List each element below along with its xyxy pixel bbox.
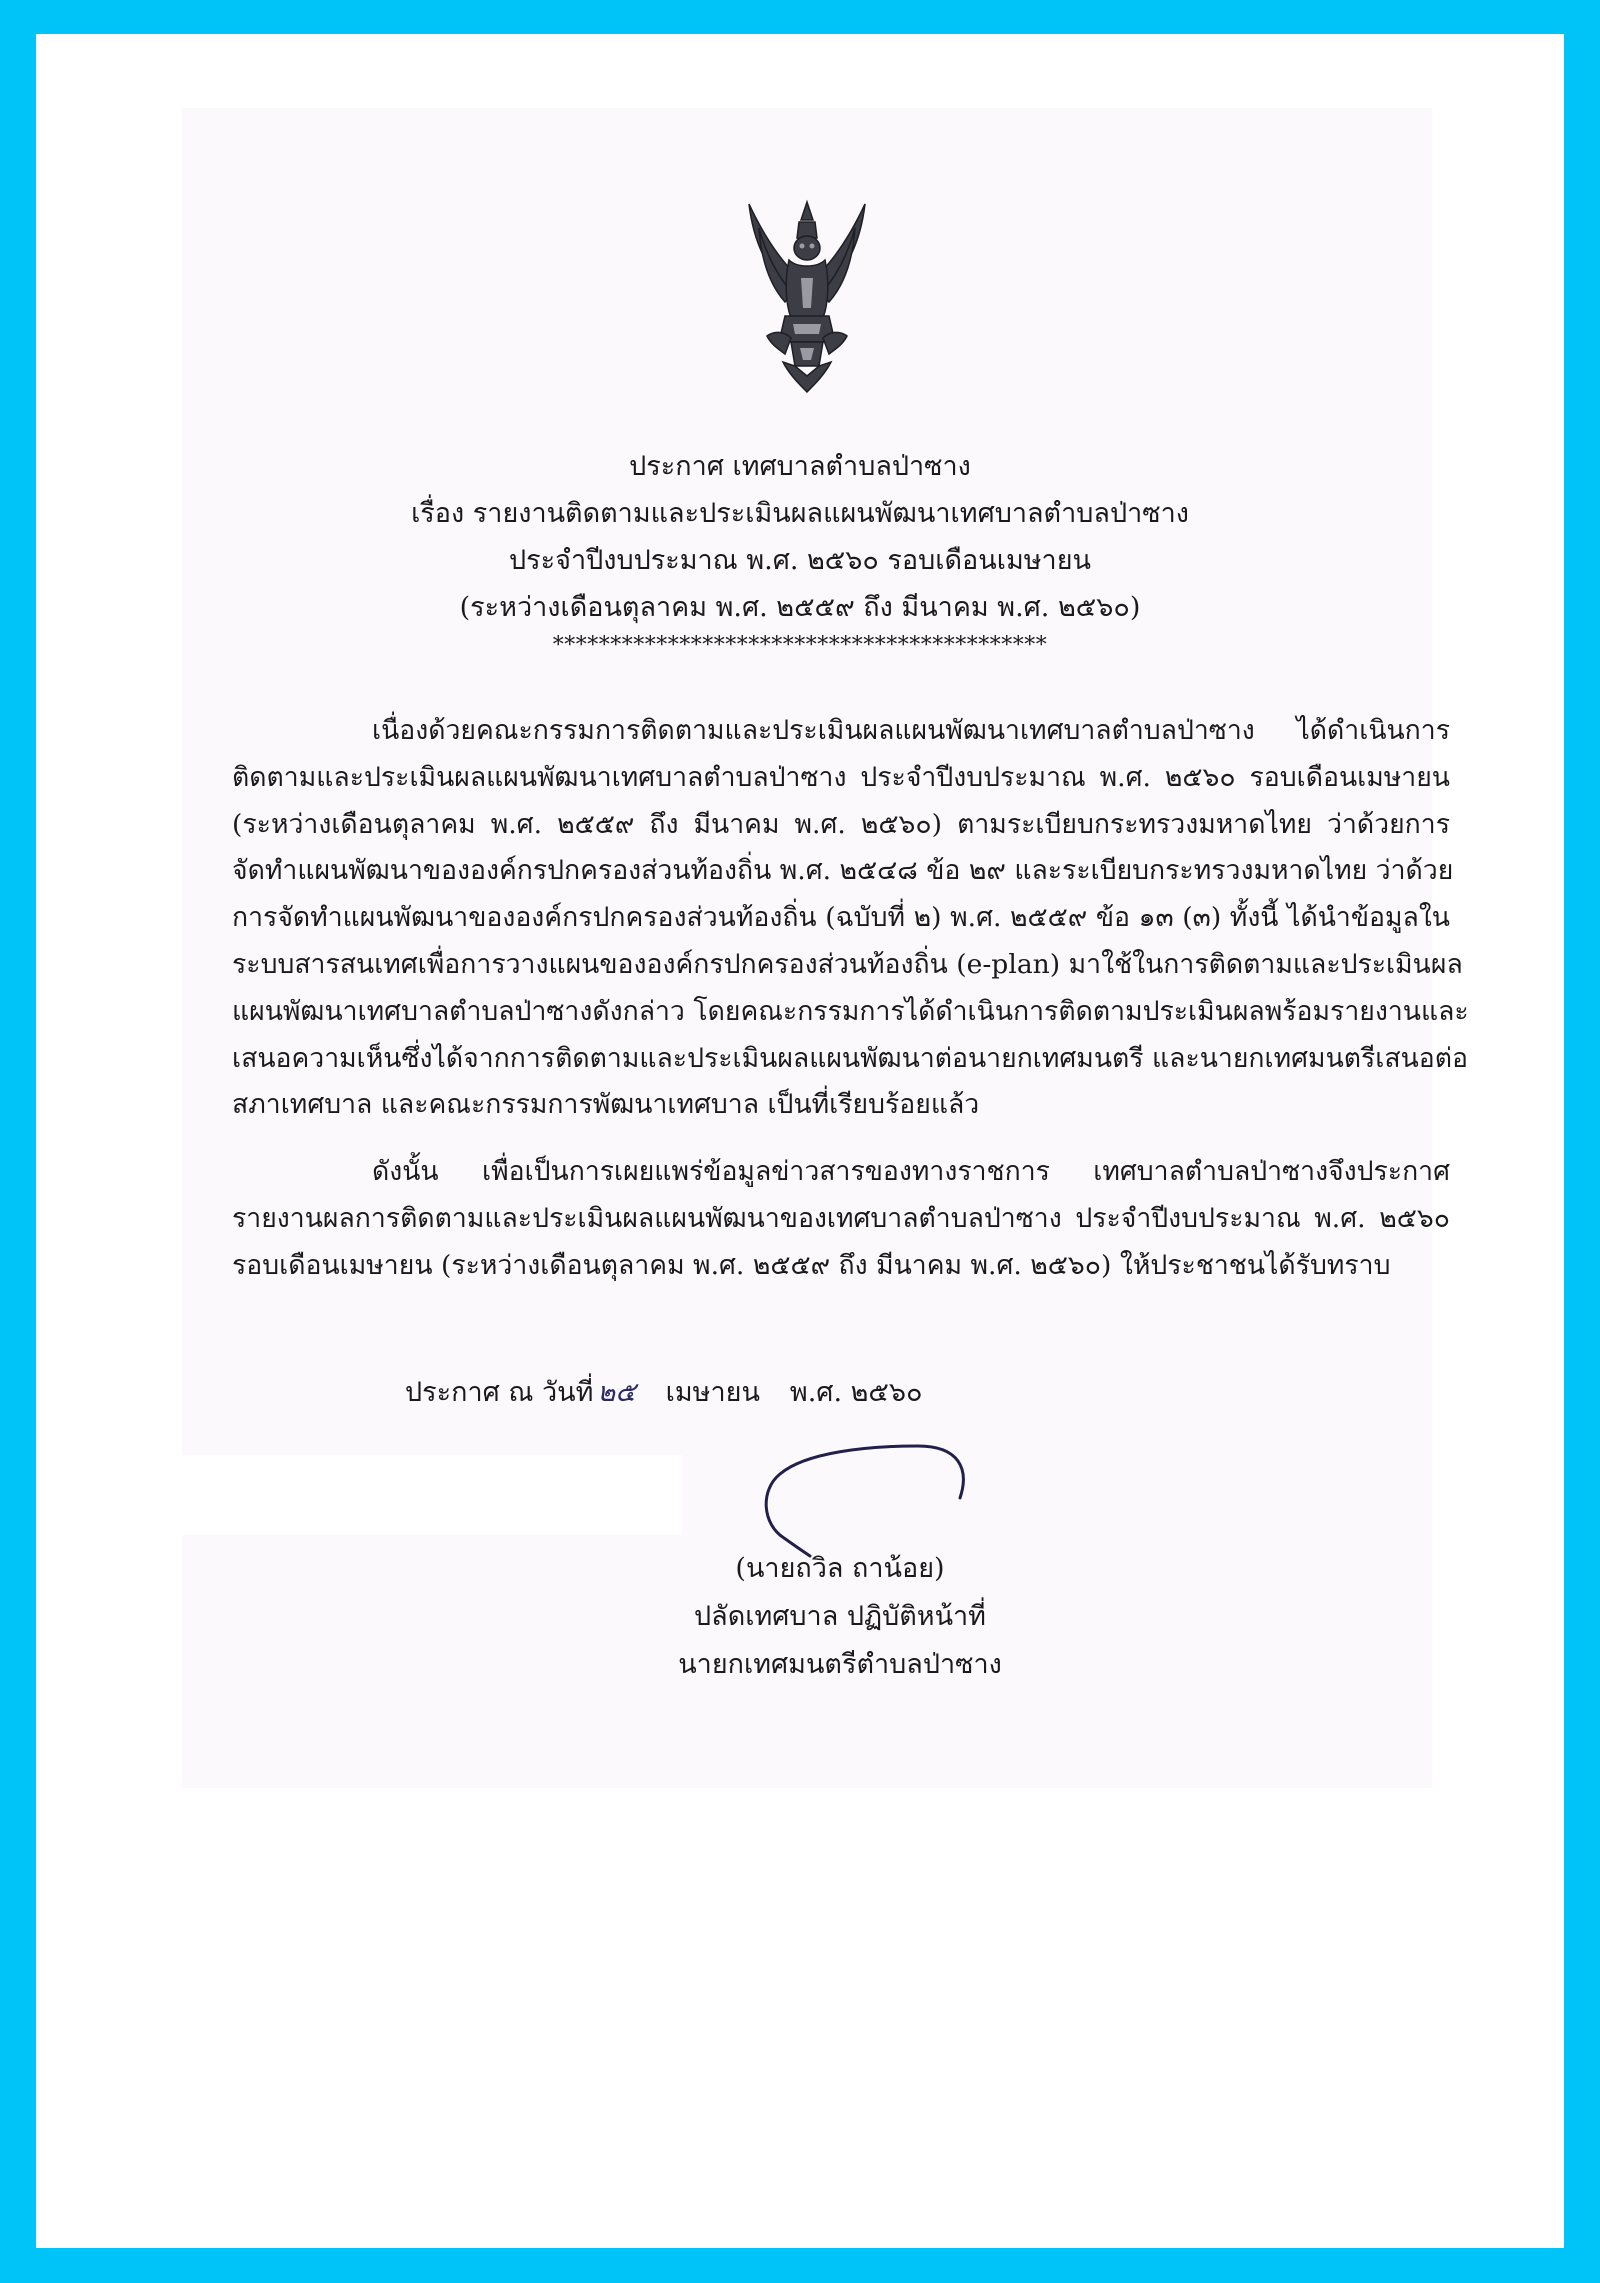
announce-month: เมษายน: [665, 1377, 760, 1408]
signer-position: ปลัดเทศบาล ปฏิบัติหน้าที่: [694, 1601, 986, 1632]
paragraph-line: แผนพัฒนาเทศบาลตำบลป่าซางดังกล่าว โดยคณะกรรมการได้ดำเนินการติดตามประเมินผลพร้อมรายงานและ: [232, 995, 1469, 1027]
handwritten-signature: [758, 1438, 973, 1558]
announce-year: พ.ศ. ๒๕๖๐: [789, 1377, 923, 1408]
signer-title: นายกเทศมนตรีตำบลป่าซาง: [678, 1649, 1002, 1680]
header-period: (ระหว่างเดือนตุลาคม พ.ศ. ๒๕๕๙ ถึง มีนาคม พ.ศ. ๒๕๖๐): [459, 592, 1141, 623]
paragraph-line: ติดตามและประเมินผลแผนพัฒนาเทศบาลตำบลป่าซาง ประจำปีงบประมาณ พ.ศ. ๒๕๖๐ รอบเดือนเมษายน: [232, 761, 1450, 793]
paragraph-line: (ระหว่างเดือนตุลาคม พ.ศ. ๒๕๕๙ ถึง มีนาคม พ.ศ. ๒๕๖๐) ตามระเบียบกระทรวงมหาดไทย ว่าด้วยการ: [232, 808, 1450, 840]
signer-name: (นายถวิล ถาน้อย): [735, 1553, 945, 1584]
paragraph-2: [232, 1149, 1450, 1289]
garuda-emblem-icon: [745, 198, 869, 394]
paragraph-line: เสนอความเห็นซึ่งได้จากการติดตามและประเมินผลแผนพัฒนาต่อนายกเทศมนตรี และนายกเทศมนตรีเสนอต่อ: [232, 1042, 1469, 1074]
paragraph-line: รอบเดือนเมษายน (ระหว่างเดือนตุลาคม พ.ศ. ๒๕๕๙ ถึง มีนาคม พ.ศ. ๒๕๖๐) ให้ประชาชนได้รับทราบ: [232, 1249, 1391, 1281]
paragraph-line: สภาเทศบาล และคณะกรรมการพัฒนาเทศบาล เป็นที่เรียบร้อยแล้ว: [232, 1089, 980, 1121]
paragraph-1: [232, 708, 1469, 1129]
announce-day: ๒๕: [597, 1377, 636, 1408]
header-subject: เรื่อง รายงานติดตามและประเมินผลแผนพัฒนาเทศบาลตำบลป่าซาง: [411, 498, 1189, 529]
paragraph-line: การจัดทำแผนพัฒนาขององค์กรปกครองส่วนท้องถิ่น (ฉบับที่ ๒) พ.ศ. ๒๕๕๙ ข้อ ๑๓ (๓) ทั้งนี้ ได้นำข้อมูลใน: [232, 902, 1450, 934]
paragraph-line: เนื่องด้วยคณะกรรมการติดตามและประเมินผลแผนพัฒนาเทศบาลตำบลป่าซาง ได้ดำเนินการ: [372, 715, 1450, 746]
paragraph-line: ดังนั้น เพื่อเป็นการเผยแพร่ข้อมูลข่าวสารของทางราชการ เทศบาลตำบลป่าซางจึงประกาศ: [372, 1156, 1450, 1188]
header-divider: *******************************************: [552, 633, 1048, 658]
paragraph-line: ระบบสารสนเทศเพื่อการวางแผนขององค์กรปกครองส่วนท้องถิ่น (e-plan) มาใช้ในการติดตามและประเมินผล: [232, 948, 1463, 980]
paragraph-line: จัดทำแผนพัฒนาขององค์กรปกครองส่วนท้องถิ่น พ.ศ. ๒๕๔๘ ข้อ ๒๙ และระเบียบกระทรวงมหาดไทย ว่าด้วย: [232, 855, 1454, 887]
scan-edge: [182, 1455, 682, 1535]
body-text: [232, 708, 1469, 1290]
header-fiscal-year: ประจำปีงบประมาณ พ.ศ. ๒๕๖๐ รอบเดือนเมษายน: [509, 545, 1091, 576]
paragraph-line: รายงานผลการติดตามและประเมินผลแผนพัฒนาของเทศบาลตำบลป่าซาง ประจำปีงบประมาณ พ.ศ. ๒๕๖๐: [232, 1202, 1450, 1234]
announcement-date: [405, 1370, 922, 1413]
signer-block: [640, 1545, 1040, 1689]
announcement-header: [300, 443, 1300, 661]
header-title: ประกาศ เทศบาลตำบลป่าซาง: [629, 451, 971, 482]
announce-prefix: ประกาศ ณ วันที่: [405, 1377, 594, 1408]
